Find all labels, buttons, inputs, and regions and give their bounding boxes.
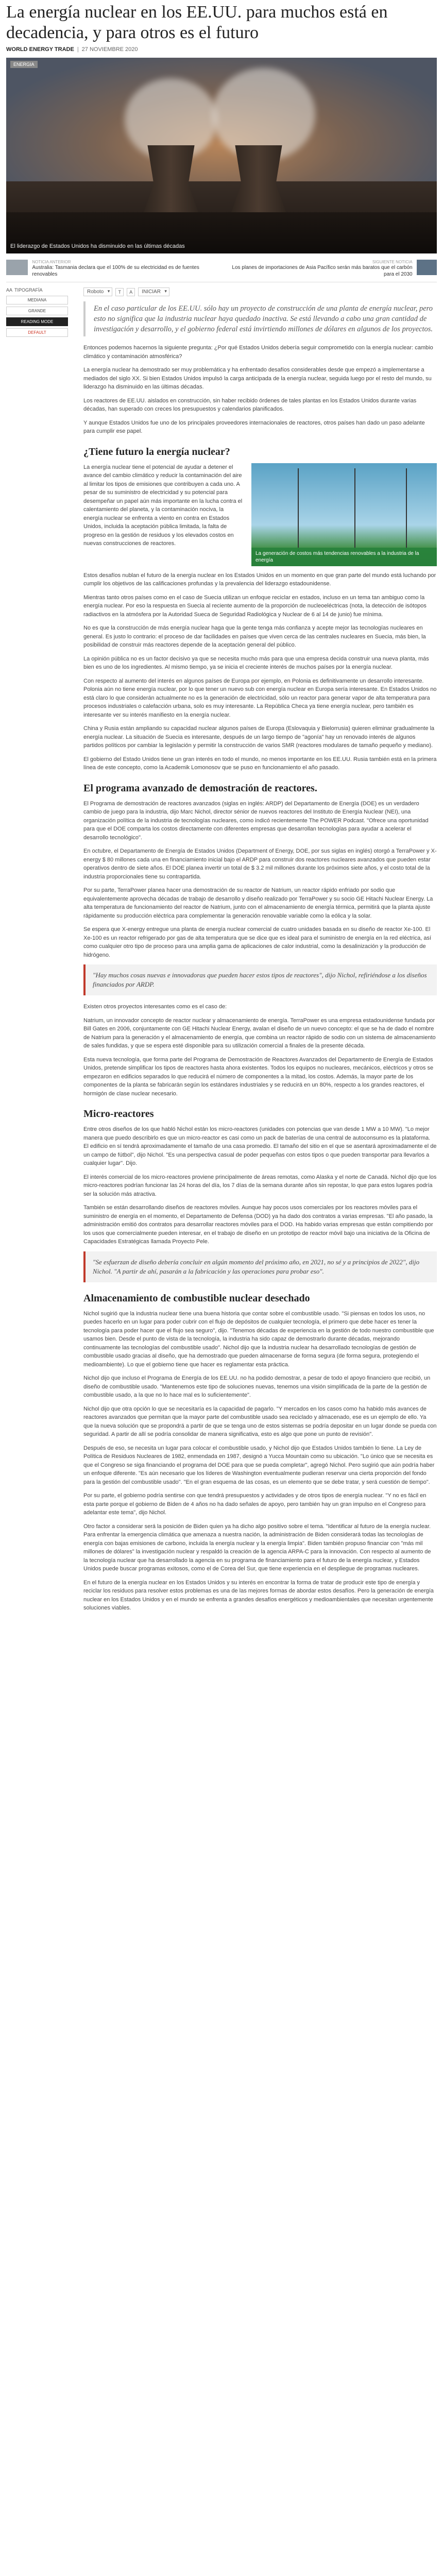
typography-panel	[6, 287, 68, 1618]
paragraph: Se espera que X-energy entregue una planta de energía nuclear comercial de cuatro unidades basada en su diseño de reactor Xe-100. El Xe-100 es un reactor refrigerado por gas de alta temperatura que se dice que es ideal para el suministro de energía en la red eléctrica, así como cualquier otro tipo de proceso para una amplia gama de aplicaciones de calor industrial, como la desalinización y la producción de hidrógeno.	[83, 926, 432, 958]
paragraph: Nichol sugirió que la industria nuclear tiene una buena historia que contar sobre el combustible usado. "Si piensas en todos los usos, no puedes hacerlo en un lugar para poder cubrir con el flujo de depósitos de cualquier tecnología, el primero que debe hacer es tener la tecnología para poder hacer que el flujo sea seguro", dijo. "Tenemos décadas de experiencia en la gestión de todo nuestro combustible que usamos bien. Desde el punto de vista de la tecnología, la industria ha sido capaz de demostrarlo durante décadas, mejorando continuamente las tecnologías del combustible usado". Nichol dijo que la industria nuclear ha desarrollado tecnologías de gestión de combustible usado gracias al diseño, que ha demostrado que pueden almacenarse de forma segura (de forma segura, protegiendo el medioambiente). Lo que el gobierno tiene que hacer es reglamentar esta práctica.	[83, 1310, 434, 1368]
section-heading-micro: Micro-reactores	[83, 1108, 154, 1120]
font-style-icon[interactable]: A	[127, 288, 135, 296]
article-intro: En el caso particular de los EE.UU. sólo hay un proyecto de construcción de una planta de energía nuclear, pero esto no significa que la industria nuclear haya quedado inactiva. Se está llevando a cabo una gran cantidad de investigación y desarrollo, y el gobierno federal está invirtiendo millones de dólares en algunos de los proyectos.	[83, 301, 437, 336]
text-size-icon: AA	[6, 287, 13, 293]
power-lines-image	[251, 463, 437, 566]
category-tag[interactable]: ENERGIA	[10, 61, 38, 68]
article-body	[83, 287, 437, 1618]
hero-image	[6, 58, 437, 253]
paragraph: Después de eso, se necesita un lugar para colocar el combustible usado, y Nichol dijo que Estados Unidos también lo tiene. La Ley de Política de Residuos Nucleares de 1982, enmendada en 1987, designó a Yucca Mountain como su ubicación. "Lo único que se necesita es que el Congreso se siga financiando el programa del DOE para que se pueda completar", agregó Nichol. Pero sugirió que aún podría haber un enfoque diferente. "Es aún necesario que los líderes de Washington eventualmente pudieran reservar una cierta proporción del fondo para la gestión del combustible usado". "En el gran esquema de las cosas, es un elemento que se debe tratar, y será cuestión de tiempo".	[83, 1445, 435, 1485]
next-title: Los planes de importaciones de Asia Pacífico serán más baratos que el carbón para el 2030	[232, 265, 413, 277]
medium-size-button[interactable]: MEDIANA	[6, 296, 68, 304]
hero-caption: El liderazgo de Estados Unidos ha disminuido en las últimas décadas	[10, 243, 185, 249]
large-size-button[interactable]: GRANDE	[6, 307, 68, 315]
reader-toolbar	[83, 287, 437, 296]
paragraph: Entonces podemos hacernos la siguiente pregunta: ¿Por qué Estados Unidos debería seguir comprometido con la energía nuclear: cambio climático y contaminación atmosférica?	[83, 345, 433, 360]
typography-label: AA TIPOGRAFÍA	[6, 287, 43, 293]
source-link[interactable]: WORLD ENERGY TRADE	[6, 46, 74, 53]
paragraph: Natrium, un innovador concepto de reactor nuclear y almacenamiento de energía. TerraPower es una empresa estadounidense fundada por Bill Gates en 2006, conjuntamente con GE Hitachi Nuclear Energy, avalan el diseño de un nuevo concepto: el que se ha de dado el nombre de Natrium para la generación y el almacenamiento de energía, que combina un reactor rápido de sodio con un sistema de almacenamiento de sales fundidas, y que se espera esté disponible para su utilización comercial a finales de la presente década.	[83, 1017, 436, 1049]
pull-quote: "Se esfuerzan de diseño debería concluir en algún momento del próximo año, en 2021, no sé y a principios de 2022", dijo Nichol. "A partir de ahí, pasarán a la fabricación y las operaciones para probar eso".	[83, 1251, 437, 1282]
paragraph: La energía nuclear tiene el potencial de ayudar a detener el avance del cambio climático y reducir la contaminación del aire al limitar los tipos de emisiones que contribuyen a cada uno. A pesar de su suministro de electricidad y su potencial para desempeñar un papel aún más importante en la lucha contra el calentamiento del planeta, y la contaminación nociva, la energía nuclear se enfrenta a viento en contra en Estados Unidos, incluida la aceptación pública limitada, la falta de progreso en la gestión de residuos y los elevados costos en nuevas construcciones de reactores.	[83, 464, 243, 547]
paragraph: Existen otros proyectos interesantes como es el caso de:	[83, 1004, 227, 1010]
pylon	[298, 468, 299, 556]
paragraph: Los reactores de EE.UU. aislados en construcción, sin haber recibido órdenes de tales plantas en los Estados Unidos durante varias décadas, han superado con creces los presupuestos y calendarios planificados.	[83, 397, 417, 412]
paragraph: La energía nuclear ha demostrado ser muy problemática y ha enfrentado desafíos considerables desde que empezó a implementarse a mediados del siglo XX. Si bien Estados Unidos impulsó la carga anticipada de la energía nuclear, seguida luego por el resto del mundo, su liderazgo ha disminuido en las últimas décadas.	[83, 367, 432, 390]
prev-article-link[interactable]	[6, 260, 219, 278]
pull-quote: "Hay muchos cosas nuevas e innovadoras que pueden hacer estos tipos de reactores", dijo Nichol, refiriéndose a los diseños financiados por ARDP.	[83, 964, 437, 995]
paragraph: La opinión pública no es un factor decisivo ya que se necesita mucho más para que una empresa decida construir una nueva planta, más bien es uno de los ingredientes. Al mismo tiempo, ya se inicia el creciente interés de muchos países por la energía nuclear.	[83, 655, 429, 670]
paragraph: Otro factor a considerar será la posición de Biden quien ya ha dicho algo positivo sobre el tema. "Identificar al futuro de la energía nuclear. Para enfrentar la emergencia climática que amenaza a nuestra nación, la administración de Biden considerará todas las tecnologías de energía con bajas emisiones de carbono, incluida la energía nuclear y la energía limpia". Biden también propuso financiar con "más mil millones de dólares" la investigación nuclear y respaldó la creación de la agencia ARPA-C para la innovación. Con respecto al aumento de la tecnología nuclear que ha desarrollado la agencia en su programa de financiamiento para el futuro de la energía nuclear, y Estados Unidos puede buscar programas exitosos, como el de Corea del Sur, que tiene experiencia en el despliegue de programas nucleares.	[83, 1523, 431, 1572]
meta-separator: |	[77, 46, 79, 53]
paragraph: También se están desarrollando diseños de reactores móviles. Aunque hay pocos usos comerciales por los reactores móviles para el suministro de energía en el momento, el Departamento de Defensa (DOD) ya ha dado dos contratos a varias empresas. "El año pasado, la administración emitió dos contratos para desarrollar reactores móviles para el DOD. Ha habido varias empresas que están compitiendo por los usos que comercialmente pueden interesar, en el trabajo de diseño en un prototipo de reactor móvil bajo una iniciativa de la Oficina de Capacidades Estratégicas llamada Proyecto Pele.	[83, 1205, 433, 1245]
paragraph: Con respecto al aumento del interés en algunos países de Europa por ejemplo, en Polonia es definitivamente un desarrollo interesante. Polonia aún no tiene energía nuclear, por lo que tener un nuevo sub con energía nuclear en Europa sería interesante. En Estados Unidos no está claro lo que considerán actualmente no es la generación de electricidad, sólo un reactor para generar vapor de alta temperatura para procesos industriales o calefacción urbana, solo es muy interesante. La República Checa ya tiene energía nuclear, pero también es interesante ver su interés manifiesto en la energía nuclear.	[83, 677, 437, 718]
next-article-link[interactable]	[224, 260, 437, 278]
next-article-thumb	[417, 260, 437, 275]
paragraph: En octubre, el Departamento de Energía de Estados Unidos (Department of Energy, DOE, por sus siglas en inglés) otorgó a TerraPower y X-energy $ 80 millones cada una en financiamiento inicial bajo el ARDP para construir dos reactores nucleares avanzados que pueden estar operativos dentro de siete años. El DOE planea invertir un total de $ 3.2 mil millones durante los próximos siete años, y el costo total de la industria proporcionales tiene su contrapartida.	[83, 848, 437, 880]
related-articles	[6, 260, 437, 278]
paragraph: Mientras tanto otros países como en el caso de Suecia utilizan un enfoque reciclar en estados, incluso en un tema tan ambiguo como la energía nuclear. Por eso la respuesta en Suecia al reciente aumento de la proporción de nucleoeléctricas (nota, la detección de isótopos radiactivos en la atmósfera por la Autoridad Sueca de Seguridad Radiológica y Nuclear de 6 al 14 de junio) fue mínima.	[83, 594, 427, 618]
paragraph: Nichol dijo que incluso el Programa de Energía de los EE.UU. no ha podido demostrar, a pesar de todo el apoyo financiero que recibió, un diseño de combustible usado. "Mantenemos este tipo de soluciones nuevas, tenemos una visión simplificada de la parte de la gestión de combustible usado, a la que no lo hace mal es lo suficientemente".	[83, 1375, 431, 1398]
figure-caption: La generación de costos más tendencias renovables a la industria de la energía	[251, 548, 437, 566]
paragraph: No es que la construcción de más energía nuclear haga que la gente tenga más confianza y acepte mejor las tecnologías nucleares en general. Es justo lo contrario: el proceso de dar facilidades en países que viven cerca de las centrales nucleares en Suecia, más bien, la posibilidad de construir más reactores depende de la aceptación general del público.	[83, 625, 426, 648]
prev-kicker: NOTICIA ANTERIOR	[32, 260, 71, 264]
paragraph: En el futuro de la energía nuclear en los Estados Unidos y su interés en encontrar la forma de tratar de producir este tipo de energía y reciclar los residuos para resolver estos problemas es una de las mejores formas de abordar estos desafíos. Pero la generación de energía nuclear en los Estados Unidos y en el mundo se enfrenta a grandes desafíos energéticos y medioambientales que necesitan urgentemente soluciones viables.	[83, 1579, 434, 1611]
next-kicker: SIGUIENTE NOTICIA	[372, 260, 413, 264]
section-heading-waste: Almacenamiento de combustible nuclear desechado	[83, 1292, 310, 1304]
prev-title: Australia: Tasmania declara que el 100% de su electricidad es de fuentes renovables	[32, 265, 199, 277]
pylon	[354, 468, 355, 556]
paragraph: Esta nueva tecnología, que forma parte del Programa de Demostración de Reactores Avanzados del Departamento de Energía de Estados Unidos, pretende simplificar los tipos de reactores hasta ahora existentes. Todos los equipos no nucleares, mecánicos, eléctricos y otros se empezaron en edificios separados lo que reducirá el número de componentes a la mitad, los costos. Además, la mayor parte de los componentes de la planta se fabricarán según los estándares industriales y se reducirá en un 80%, respecto a los grandes reactores, el hormigón de clase nuclear necesario.	[83, 1056, 434, 1097]
section-heading-demo: El programa avanzado de demostración de reactores.	[83, 782, 317, 794]
paragraph: Y aunque Estados Unidos fue uno de los principales proveedores internacionales de reactores, otros países han dado un paso adelante para cumplir ese papel.	[83, 419, 425, 434]
paragraph: El Programa de demostración de reactores avanzados (siglas en inglés: ARDP) del Departamento de Energía (DOE) es un verdadero cambio de juego para la industria, dijo Marc Nichol, director sénior de nuevos reactores del Instituto de Energía Nuclear (NEI), una organización política de la industria de tecnologías nucleares, como indicó recientemente The POWER Podcast. "Ofrece una oportunidad para que el DOE comparta los costos directamente con diferentes empresas que desarrollan tecnologías para ayudar a acelerar el desarrollo tecnológico".	[83, 800, 429, 841]
section-heading-future: ¿Tiene futuro la energía nuclear?	[83, 446, 230, 457]
paragraph: Por su parte, TerraPower planea hacer una demostración de su reactor de Natrium, un reactor rápido enfriado por sodio que equivalentemente aprovecha décadas de trabajo de desarrollo y diseño realizado por TerraPower y su socio GE Hitachi Nuclear Energy. La alta temperatura de funcionamiento del reactor de Natrium, junto con el almacenamiento de energía térmica, permitirá que la planta ajuste rápidamente su producción eléctrica para complementar la generación renovable variable como la eólica y la solar.	[83, 887, 433, 919]
paragraph: Por su parte, el gobierno podría sentirse con que tendrá presupuestos y actividades y de otros tipos de energía nuclear. "Y no es fácil en esta parte porque el gobierno de Biden de 4 años no ha dado señales de apoyo, pero también hay un gran impulso en el Congreso para adelantar este tema", dijo Nichol.	[83, 1493, 427, 1516]
paragraph: El gobierno del Estado Unidos tiene un gran interés en todo el mundo, no menos importante en los EE.UU. Rusia también está en la primera línea de este concepto, como la Academik Lomonosov que se puso en funcionamiento el año pasado.	[83, 756, 437, 771]
paragraph: El interés comercial de los micro-reactores proviene principalmente de áreas remotas, como Alaska y el norte de Canadá. Nichol dijo que los micro-reactores podrían funcionar las 24 horas del día, los 7 días de la semana durante años sin repostar, lo que para estos lugares podría ser la solución más atractiva.	[83, 1174, 437, 1197]
prev-article-thumb	[6, 260, 28, 275]
paragraph: China y Rusia están ampliando su capacidad nuclear algunos países de Europa (Eslovaquia y Bielorrusia) quieren eliminar gradualmente la energía nuclear. La situación de Suecia es interesante, después de un largo tiempo de "agonía" hay un renovado interés de algunos partidos políticos por cambiar la legislación y permitir la construcción de varios SMR (reactores modulares de tamaño pequeño y mediano).	[83, 725, 435, 749]
voice-button[interactable]: INICIAR ▾	[138, 287, 169, 296]
default-mode-button[interactable]: DEFAULT	[6, 328, 68, 337]
reading-mode-button[interactable]: READING MODE	[6, 317, 68, 326]
font-size-icon[interactable]: T	[115, 288, 124, 296]
paragraph: Nichol dijo que otra opción lo que se necesitaría es la capacidad de pagarlo. "Y mercados en los casos como ha habido más avances de reactores avanzados que permitan que la mayor parte del combustible usado sea reciclado y almacenado, ese es un ejemplo de ello. Ya que la nueva solución que se propondrá a partir de que se tenga uno de estos sistemas se podría depositar en un lugar donde se pueda con seguridad. A partir de allí se podría consolidar de manera significativa, esto es algo que pone un punto de revisión".	[83, 1405, 437, 1437]
article-meta	[6, 46, 437, 53]
paragraph: Entre otros diseños de los que habló Nichol están los micro-reactores (unidades con potencias que van desde 1 MW a 10 MW). "Lo mejor manera que puedo describirlo es que un micro-reactor es casi como un pack de baterías de una central de autoconsumo es la plataforma. El edificio en sí tendrá aproximadamente el tamaño de una casa promedio. El tamaño del sitio en el que se asentará aproximadamente el de un campo de fútbol", dijo Nichol. "Es una perspectiva casual de poder pequeñas con estos tipos o que pueden transportar para llevarlos a cualquier lugar". Dijo.	[83, 1126, 437, 1166]
article-title: La energía nuclear en los EE.UU. para muchos está en decadencia, y para otros es el futuro	[6, 3, 388, 42]
section-figure	[83, 463, 437, 566]
pylon	[406, 468, 407, 556]
paragraph: Estos desafíos nublan el futuro de la energía nuclear en los Estados Unidos en un momento en que gran parte del mundo está luchando por cumplir los objetivos de las calificaciones profundas y la prevalencia del liderazgo estadounidense.	[83, 572, 436, 587]
font-select[interactable]: Roboto ▾	[83, 287, 112, 296]
publish-date: 27 NOVIEMBRE 2020	[81, 46, 138, 53]
